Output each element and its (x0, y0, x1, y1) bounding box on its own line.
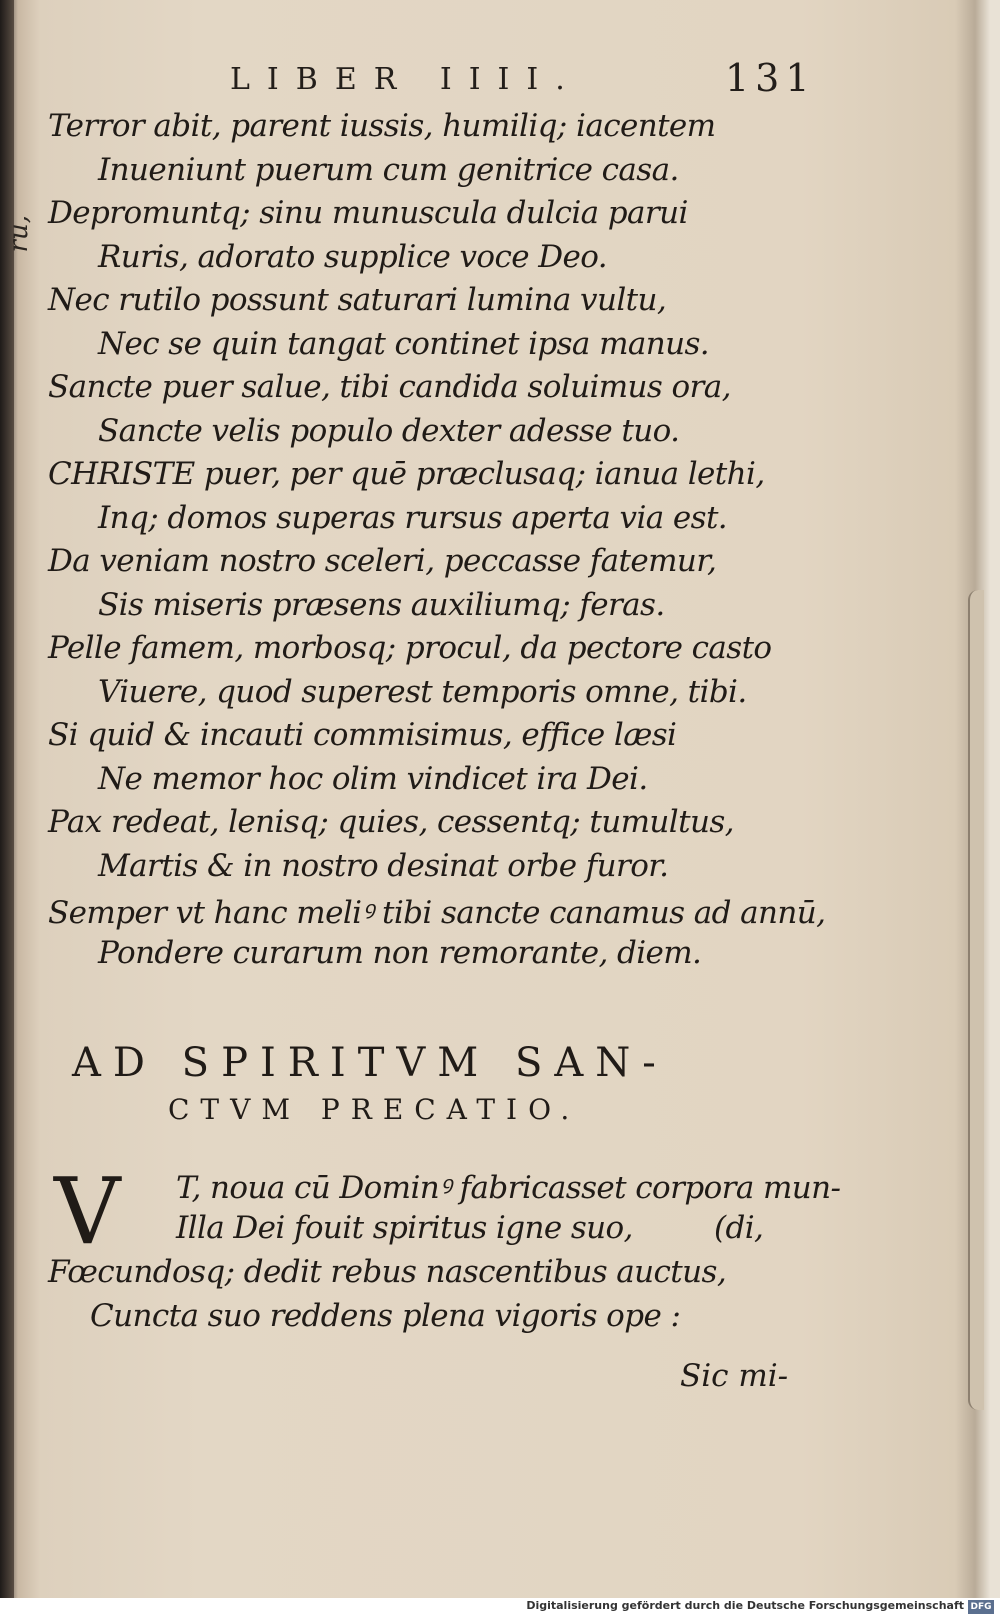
verse-line: Pelle famem, morbosq; procul, da pectore casto (48, 630, 772, 666)
verse-line: Martis & in nostro desinat orbe furor. (98, 847, 669, 884)
verse-line: Nec se quin tangat continet ipsa manus. (98, 325, 710, 362)
margin-fragment: ru, (4, 215, 34, 253)
verse-line: Sancte puer salue, tibi candida soluimus ora, (48, 369, 731, 405)
prayer-line-text: Illa Dei fouit spiritus igne suo, (176, 1210, 633, 1246)
digitization-footer (0, 1598, 1000, 1617)
verse-line: Si quid & incauti commisimus, effice læsi (48, 717, 677, 753)
verse-line: Semper vt hanc meliꝰ tibi sancte canamus ad annū, (48, 895, 826, 931)
verse-line: Sis miseris præsens auxiliumq; feras. (98, 586, 665, 623)
line-continuation: (di, (714, 1210, 764, 1246)
verse-line: Pax redeat, lenisq; quies, cessentq; tumultus, (48, 804, 734, 840)
verse-line: Depromuntq; sinu munuscula dulcia parui (48, 195, 688, 231)
verse-line: Inueniunt puerum cum genitrice casa. (98, 151, 679, 188)
drop-cap: V (54, 1158, 121, 1265)
section-heading: AD SPIRITVM SAN- (72, 1040, 668, 1086)
verse-line: Pondere curarum non remorante, diem. (98, 934, 702, 971)
verse-line: Sancte velis populo dexter adesse tuo. (98, 412, 680, 449)
catchword: Sic mi- (680, 1358, 789, 1394)
prayer-line: Cuncta suo reddens plena vigoris ope : (90, 1298, 681, 1334)
running-head: LIBER IIII. (230, 62, 582, 97)
verse-line: Ne memor hoc olim vindicet ira Dei. (98, 760, 648, 797)
verse-line: Da veniam nostro sceleri, peccasse fatemur, (48, 543, 717, 579)
verse-line: Inq; domos superas rursus aperta via est. (98, 499, 728, 536)
prayer-line: Fœcundosq; dedit rebus nascentibus auctus, (48, 1254, 727, 1290)
poem-verses (48, 108, 826, 978)
page-number: 131 (725, 56, 816, 100)
verse-line: Viuere, quod superest temporis omne, tibi. (98, 673, 747, 710)
page-fold-edge (968, 590, 984, 1410)
verse-line: Ruris, adorato supplice voce Deo. (98, 238, 607, 275)
funding-credit: Digitalisierung gefördert durch die Deutsche Forschungsgemeinschaft (526, 1599, 964, 1612)
dfg-logo-icon: DFG (968, 1600, 994, 1614)
prayer-line (48, 1210, 788, 1254)
section-subheading: CTVM PRECATIO. (168, 1093, 581, 1126)
page-header (0, 56, 1000, 106)
prayer-text (48, 1158, 841, 1342)
verse-line: CHRISTE puer, per quē præclusaq; ianua lethi, (48, 456, 765, 492)
verse-line: Nec rutilo possunt saturari lumina vultu, (48, 282, 667, 318)
verse-line: Terror abit, parent iussis, humiliq; iacentem (48, 108, 716, 144)
prayer-line: T, noua cū Dominꝰ fabricasset corpora mun- (176, 1170, 841, 1206)
